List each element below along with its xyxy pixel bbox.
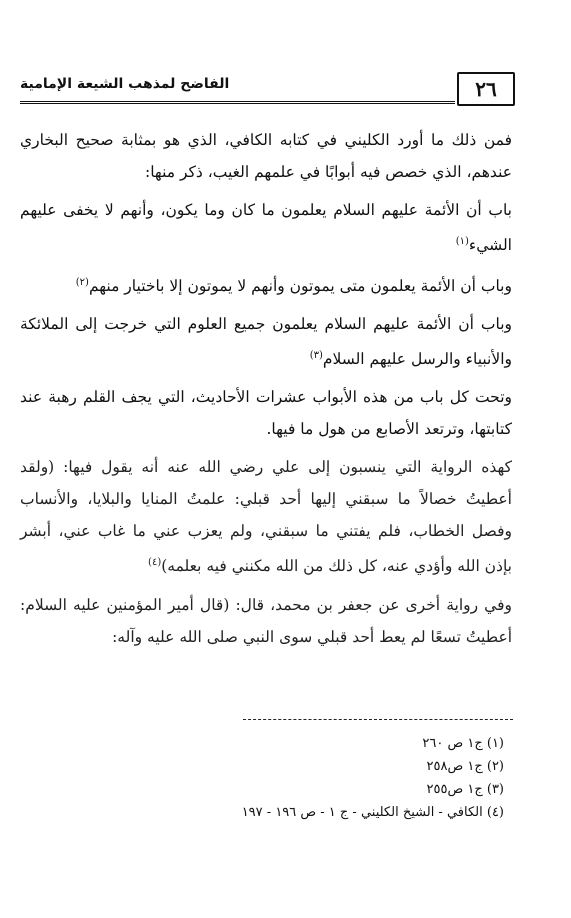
footnote-ref[interactable]: (٤)	[148, 557, 162, 569]
paragraph-bab-2	[20, 267, 512, 302]
paragraph-text: وباب أن الأئمة عليهم السلام يعلمون جميع العلوم التي خرجت إلى الملائكة والأنبياء والرسل عليهم السلام	[20, 315, 512, 369]
paragraph-text: وتحت كل باب من هذه الأبواب عشرات الأحاديث، التي يجف القلم رهبة عند كتابتها، وترتعد الأصابع من هول ما فيها.	[20, 388, 512, 439]
paragraph-text: كهذه الرواية التي ينسبون إلى علي رضي الله عنه أنه يقول فيها: (ولقد أعطيتُ خصالاً ما سبقني إليها أحد قبلي: علمتُ المنايا والبلايا، والأنساب وفصل الخطاب، فلم يفتني ما سبقني، ولم يعزب عني ما غاب عني، أبشر بإذن الله وأؤدي عنه، كل ذلك من الله مكنني فيه بعلمه)	[20, 458, 512, 576]
paragraph-quote-1	[20, 451, 512, 582]
paragraph-quote-2	[20, 589, 512, 653]
footnote-item: (٣) ج١ ص٢٥٥	[426, 782, 504, 797]
paragraph-bab-1	[20, 194, 512, 261]
paragraph-text: فمن ذلك ما أورد الكليني في كتابه الكافي، الذي هو بمثابة صحيح البخاري عندهم، الذي خصص فيه أبوابًا في علمهم الغيب، ذكر منها:	[20, 131, 512, 181]
paragraph-text: باب أن الأئمة عليهم السلام يعلمون ما كان وما يكون، وأنهم لا يخفى عليهم الشيء	[20, 201, 512, 255]
footnotes	[20, 732, 512, 824]
page-number: ٢٦	[457, 72, 515, 106]
running-title: الفاضح لمذهب الشيعة الإمامية	[20, 76, 230, 92]
body-text	[20, 124, 512, 659]
paragraph-bab-3	[20, 308, 512, 375]
paragraph-text: وفي رواية أخرى عن جعفر بن محمد، قال: (قال أمير المؤمنين عليه السلام: أعطيتُ تسعًا لم يعط أحد قبلي سوى النبي صلى الله عليه وآله:	[20, 595, 512, 646]
footnote-item: (١) ج١ ص ٢٦٠	[422, 736, 504, 751]
footnote-ref[interactable]: (١)	[455, 236, 469, 247]
footnote-ref[interactable]: (٢)	[75, 277, 89, 289]
paragraph-hadith-intro	[20, 381, 512, 445]
footnote-item: (٤) الكافي - الشيخ الكليني - ج ١ - ص ١٩٦ - ١٩٧	[241, 805, 504, 820]
footnote-item: (٢) ج١ ص٢٥٨	[426, 759, 504, 774]
paragraph-intro	[20, 124, 512, 188]
header-rule	[20, 101, 455, 104]
paragraph-text: وباب أن الأئمة يعلمون متى يموتون وأنهم لا يموتون إلا باختيار منهم	[88, 277, 512, 296]
footnote-separator	[243, 719, 513, 720]
page-header	[20, 72, 515, 106]
footnote-ref[interactable]: (٣)	[309, 350, 323, 362]
